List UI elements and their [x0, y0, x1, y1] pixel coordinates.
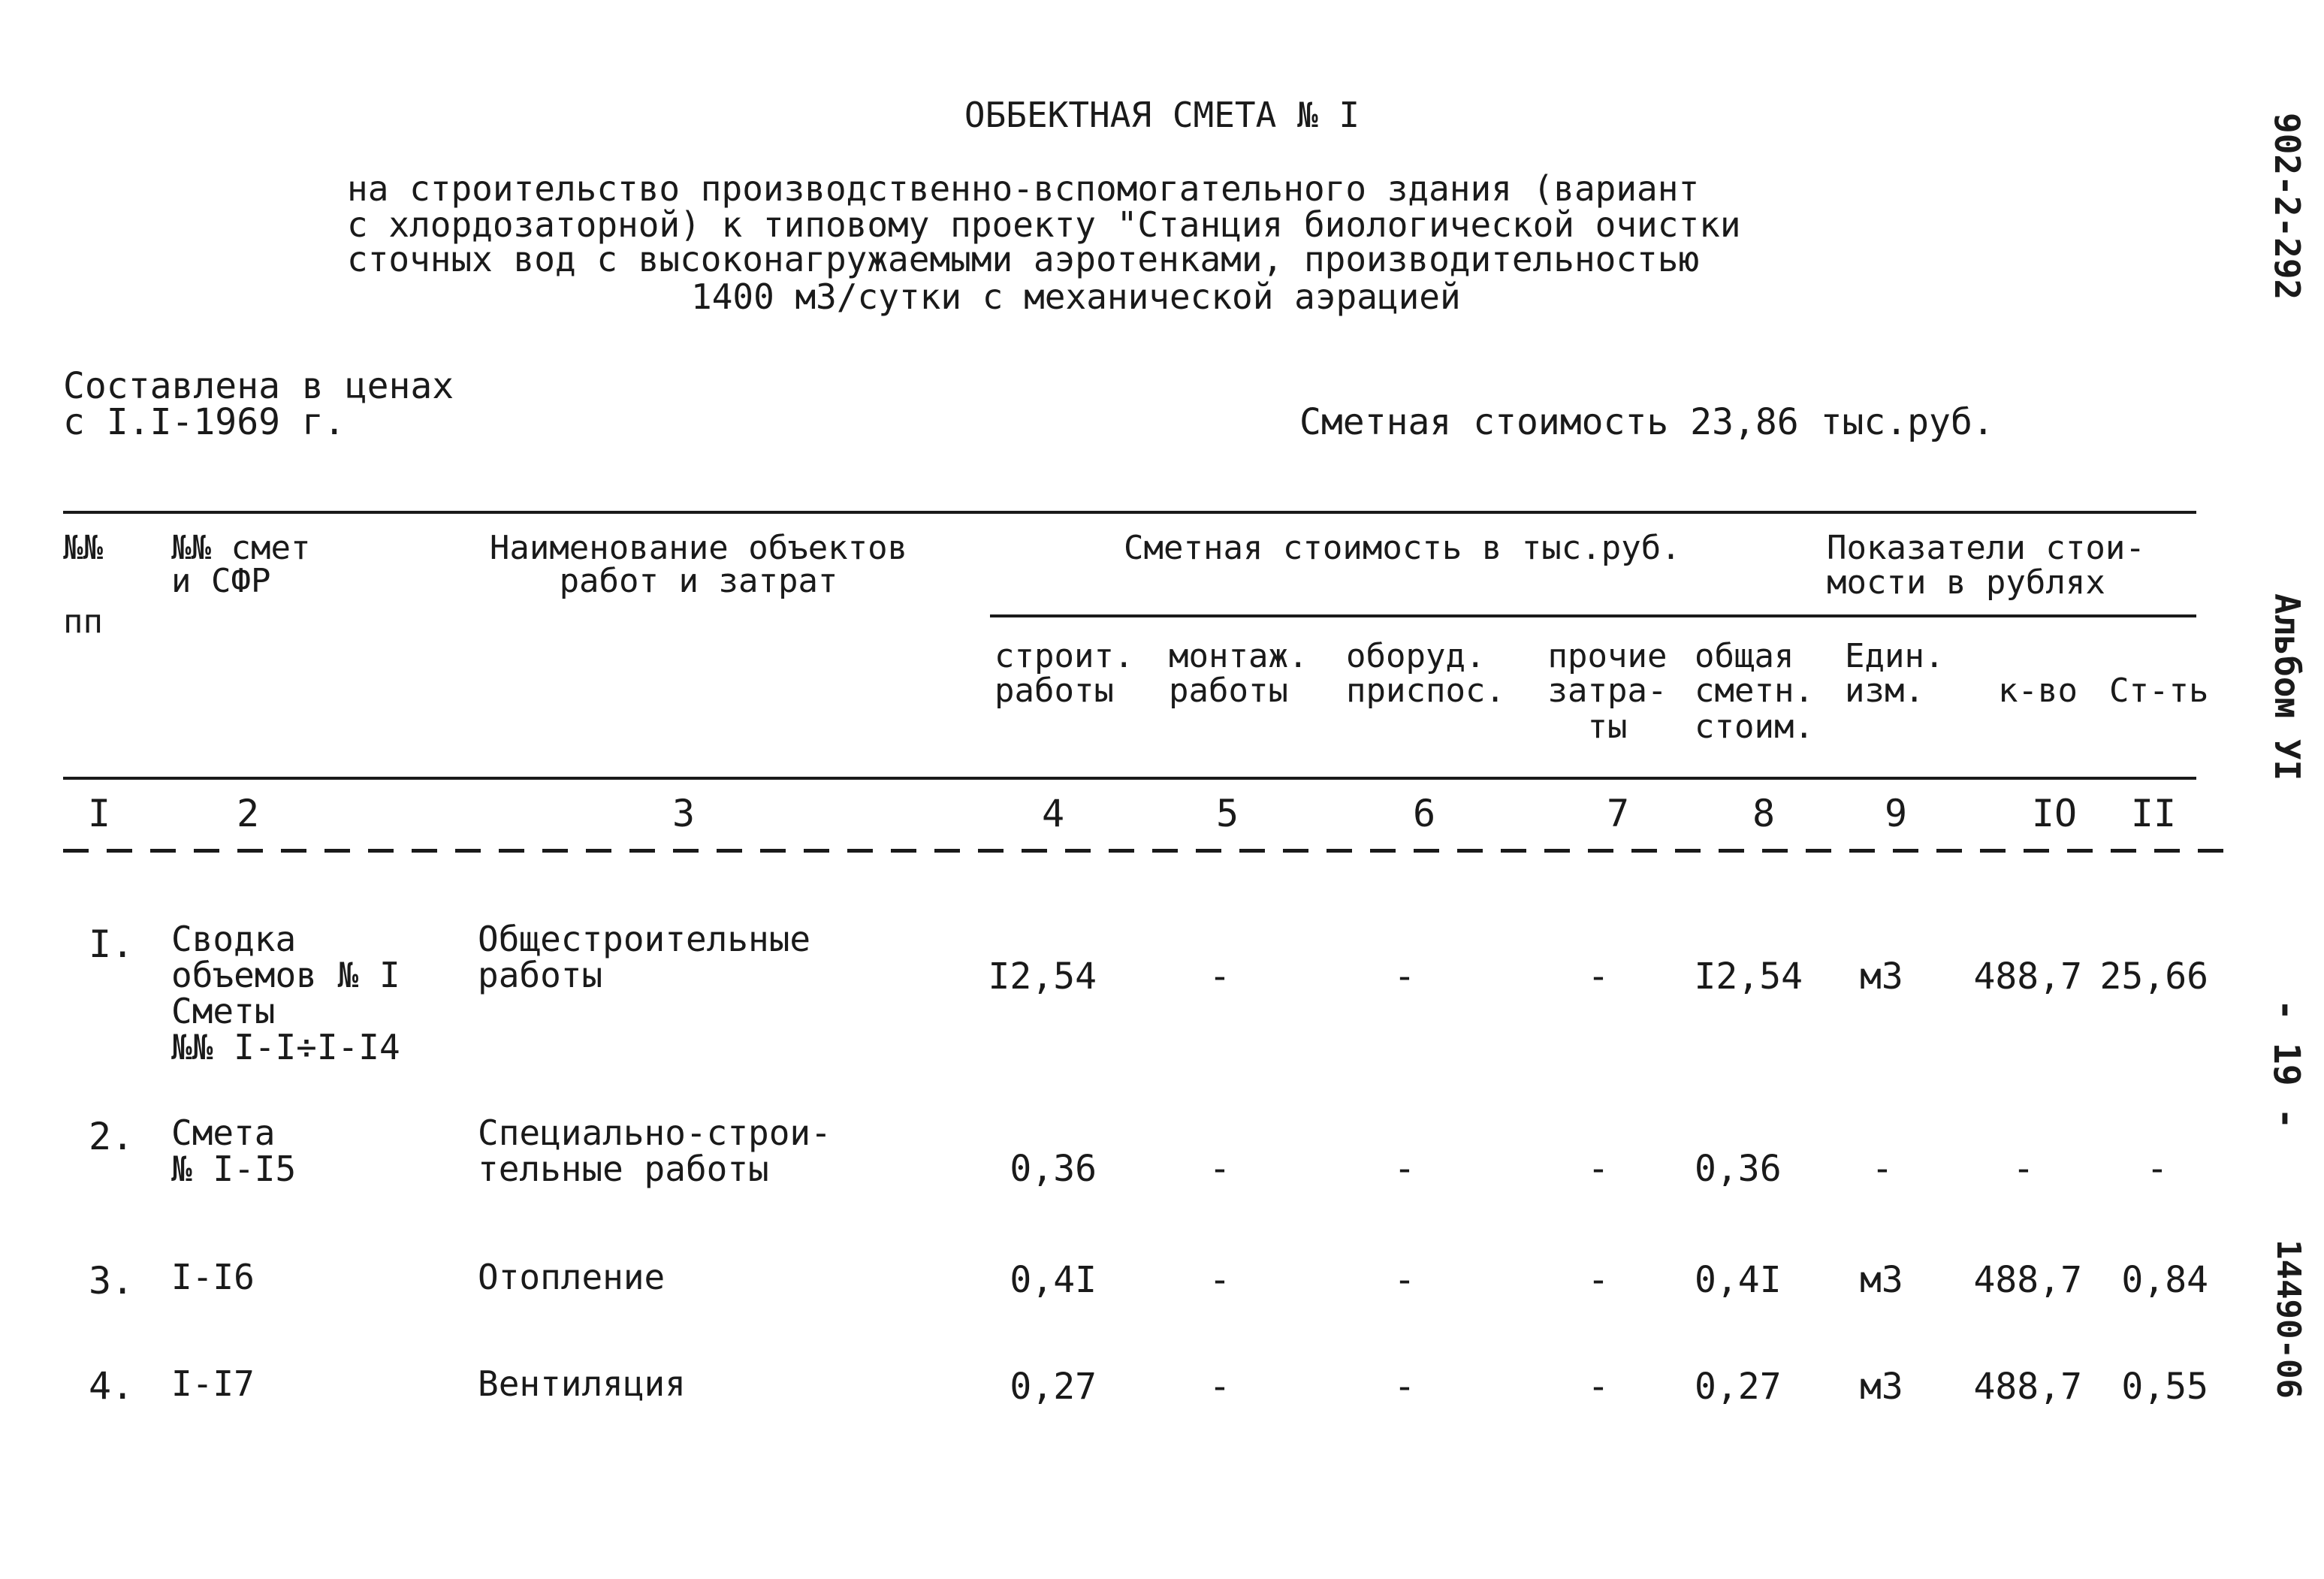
header-col4-line2: работы: [994, 672, 1114, 710]
cell-quantity: 488,7: [1973, 1259, 2082, 1301]
column-number: 2: [236, 792, 260, 835]
table-top-rule: [63, 511, 2196, 514]
prices-date-line: с I.I-1969 г.: [63, 401, 346, 443]
cell-installation: -: [1209, 956, 1231, 998]
header-col7-line3: ты: [1587, 708, 1628, 746]
header-col8-line3: стоим.: [1695, 708, 1814, 746]
column-number: 8: [1752, 792, 1776, 835]
project-code: 902-2-292: [2267, 113, 2307, 300]
cell-installation: -: [1209, 1148, 1231, 1190]
header-col7-line2: затра-: [1547, 672, 1668, 710]
cell-unit: м3: [1860, 1259, 1903, 1301]
cell-other: -: [1587, 1259, 1610, 1301]
header-bottom-rule: [63, 777, 2196, 780]
cell-equipment: -: [1393, 1148, 1416, 1190]
cell-total: I2,54: [1694, 956, 1803, 998]
cell-equipment: -: [1393, 956, 1416, 998]
column-number: I: [87, 792, 111, 835]
subtitle-line: с хлордозаторной) к типовому проекту "Станция биологической очистки: [347, 204, 1741, 245]
column-number: 9: [1884, 792, 1908, 835]
cell-cost: 0,55: [2121, 1366, 2208, 1408]
row-number: 3.: [89, 1259, 134, 1303]
cell-total: 0,36: [1695, 1148, 1782, 1190]
cell-unit: -: [1871, 1148, 1894, 1190]
cell-other: -: [1587, 956, 1610, 998]
cell-quantity: 488,7: [1973, 956, 2082, 998]
subtitle-line: 1400 м3/сутки с механической аэрацией: [691, 276, 1461, 317]
header-group-rule: [990, 614, 2196, 617]
row-name-line: Специально-строи-: [478, 1113, 832, 1153]
header-col5-line1: монтаж.: [1169, 637, 1308, 675]
cell-equipment: -: [1393, 1259, 1416, 1301]
cell-other: -: [1587, 1148, 1610, 1190]
estimated-cost: Сметная стоимость 23,86 тыс.руб.: [1299, 401, 1994, 443]
header-col6-line1: оборуд.: [1346, 637, 1486, 675]
row-ref-line: I-I6: [171, 1257, 255, 1297]
header-col5-line2: работы: [1169, 672, 1288, 710]
row-ref-line: Смета: [171, 1113, 276, 1153]
header-col6-line2: приспос.: [1346, 672, 1505, 710]
header-col10: к-во: [1998, 672, 2078, 710]
header-col3-line2: работ и затрат: [559, 562, 838, 600]
document-title: ОББЕКТНАЯ СМЕТА № I: [964, 95, 1360, 135]
header-col8-line1: общая: [1695, 637, 1794, 675]
row-ref-line: Сметы: [171, 991, 276, 1031]
cell-total: 0,27: [1695, 1366, 1782, 1408]
header-col9-line2: изм.: [1845, 672, 1924, 710]
column-number: 6: [1412, 792, 1436, 835]
column-number: 4: [1041, 792, 1065, 835]
cell-other: -: [1587, 1366, 1610, 1408]
header-col7-line1: прочие: [1547, 637, 1668, 675]
cell-total: 0,4I: [1695, 1259, 1782, 1301]
header-group-cost: Сметная стоимость в тыс.руб.: [1124, 529, 1681, 567]
header-col4-line1: строит.: [994, 637, 1134, 675]
prices-line: Составлена в ценах: [63, 365, 454, 407]
header-col1-line1: №№: [63, 529, 103, 567]
page-number: - 19 -: [2265, 999, 2307, 1130]
column-numbers-rule: [63, 849, 2241, 853]
row-ref-line: объемов № I: [171, 955, 400, 995]
subtitle-line: сточных вод с высоконагружаемыми аэротенками, производительностью: [347, 239, 1700, 279]
header-group-indicators-line2: мости в рублях: [1827, 563, 2105, 602]
album-label: Альбом УI: [2267, 593, 2307, 781]
cell-cost: 25,66: [2099, 956, 2208, 998]
cell-unit: м3: [1860, 956, 1903, 998]
row-number: 4.: [89, 1364, 134, 1408]
cell-cost: -: [2146, 1148, 2169, 1190]
column-number: 5: [1215, 792, 1239, 835]
row-name-line: Вентиляция: [478, 1363, 686, 1404]
row-number: 2.: [89, 1115, 134, 1158]
row-ref-line: I-I7: [171, 1363, 255, 1404]
row-name-line: тельные работы: [478, 1149, 769, 1189]
header-col2-line2: и СФР: [171, 562, 271, 600]
column-number: IO: [2031, 792, 2078, 835]
row-number: I.: [89, 922, 134, 966]
cell-equipment: -: [1393, 1366, 1416, 1408]
cell-construction: I2,54: [988, 956, 1097, 998]
cell-quantity: -: [2012, 1148, 2035, 1190]
row-name-line: работы: [478, 955, 603, 995]
header-col2-line1: №№ смет: [171, 529, 311, 567]
cell-quantity: 488,7: [1973, 1366, 2082, 1408]
column-number: 7: [1606, 792, 1630, 835]
row-ref-line: Сводка: [171, 919, 297, 959]
cell-installation: -: [1209, 1366, 1231, 1408]
row-ref-line: №№ I-I÷I-I4: [171, 1027, 400, 1067]
header-col3-line1: Наименование объектов: [489, 529, 908, 567]
inventory-number: 14490-06: [2269, 1239, 2307, 1399]
cell-installation: -: [1209, 1259, 1231, 1301]
header-col9-line1: Един.: [1845, 637, 1945, 675]
cell-construction: 0,36: [1010, 1148, 1097, 1190]
header-col11: Ст-ть: [2109, 672, 2209, 710]
subtitle-line: на строительство производственно-вспомогательного здания (вариант: [347, 168, 1700, 209]
header-col1-line2: пп: [63, 602, 103, 641]
cell-cost: 0,84: [2121, 1259, 2208, 1301]
row-ref-line: № I-I5: [171, 1149, 297, 1189]
column-number: 3: [672, 792, 696, 835]
row-name-line: Общестроительные: [478, 919, 811, 959]
column-number: II: [2130, 792, 2177, 835]
row-name-line: Отопление: [478, 1257, 666, 1297]
cell-unit: м3: [1860, 1366, 1903, 1408]
cell-construction: 0,4I: [1010, 1259, 1097, 1301]
cell-construction: 0,27: [1010, 1366, 1097, 1408]
header-group-indicators-line1: Показатели стои-: [1827, 529, 2145, 567]
header-col8-line2: сметн.: [1695, 672, 1814, 710]
